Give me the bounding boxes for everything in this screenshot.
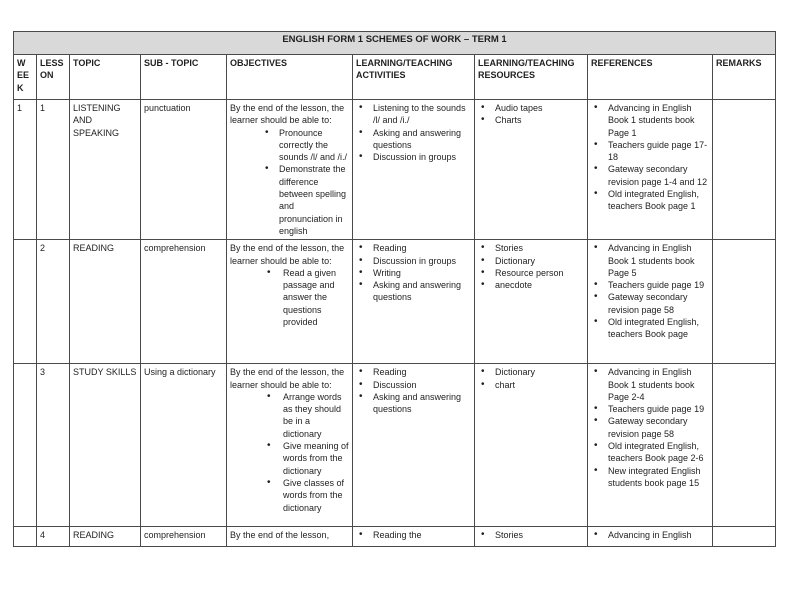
table-row xyxy=(14,527,776,547)
week-cell: 1 xyxy=(14,100,37,240)
list-item: • Gateway secondary revision page 1-4 and 12 xyxy=(591,163,709,188)
list-item: • Give meaning of words from the dictionary xyxy=(267,440,349,477)
list-item: • Advancing in English Book 1 students book Page 5 xyxy=(591,242,709,279)
objectives-intro: By the end of the lesson, the learner should be able to: xyxy=(230,367,345,390)
objectives-cell xyxy=(227,364,353,527)
references-list xyxy=(591,102,709,213)
header-week: W EE K xyxy=(14,55,37,100)
topic-cell: READING xyxy=(70,240,141,364)
header-activities: LEARNING/TEACHING ACTIVITIES xyxy=(353,55,475,100)
list-item: • Reading xyxy=(356,242,471,254)
list-item: • Advancing in English Book 1 students book Page 1 xyxy=(591,102,709,139)
list-item: • Advancing in English xyxy=(591,529,709,541)
resources-list xyxy=(478,529,584,543)
resources-list xyxy=(478,366,584,391)
activities-cell xyxy=(353,527,475,547)
resources-cell xyxy=(475,364,588,527)
list-item: • Asking and answering questions xyxy=(356,127,471,152)
objectives-cell xyxy=(227,100,353,240)
resources-cell xyxy=(475,240,588,364)
header-resources: LEARNING/TEACHING RESOURCES xyxy=(475,55,588,100)
list-item: • Teachers guide page 19 xyxy=(591,403,709,415)
list-item: • chart xyxy=(478,379,584,391)
list-item: • Old integrated English, teachers Book page 2-6 xyxy=(591,440,709,465)
resources-cell xyxy=(475,100,588,240)
list-item: • Arrange words as they should be in a dictionary xyxy=(267,391,349,440)
references-cell xyxy=(588,100,713,240)
list-item: • Give classes of words from the dictionary xyxy=(267,477,349,514)
list-item: • Teachers guide page 19 xyxy=(591,279,709,291)
list-item: • Dictionary xyxy=(478,366,584,378)
topic-cell: LISTENING AND SPEAKING xyxy=(70,100,141,240)
resources-cell xyxy=(475,527,588,547)
list-item: • Stories xyxy=(478,529,584,541)
list-item: • Gateway secondary revision page 58 xyxy=(591,291,709,316)
remarks-cell xyxy=(713,364,776,527)
list-item: • Dictionary xyxy=(478,255,584,267)
list-item: • Pronounce correctly the sounds /l/ and /i./ xyxy=(265,127,349,164)
list-item: • New integrated English students book page 15 xyxy=(591,465,709,490)
topic-cell: READING xyxy=(70,527,141,547)
topic-cell: STUDY SKILLS xyxy=(70,364,141,527)
lesson-cell: 4 xyxy=(37,527,70,547)
table-title: ENGLISH FORM 1 SCHEMES OF WORK – TERM 1 xyxy=(14,32,776,55)
subtopic-cell: Using a dictionary xyxy=(141,364,227,527)
header-topic: TOPIC xyxy=(70,55,141,100)
lesson-cell: 2 xyxy=(37,240,70,364)
objectives-intro: By the end of the lesson, xyxy=(230,530,330,541)
activities-cell xyxy=(353,364,475,527)
list-item: • Old integrated English, teachers Book page 1 xyxy=(591,188,709,213)
list-item: • Read a given passage and answer the questions provided xyxy=(267,267,349,328)
list-item: • Reading xyxy=(356,366,471,378)
subtopic-cell: comprehension xyxy=(141,240,227,364)
week-cell xyxy=(14,240,37,364)
subtopic-cell: comprehension xyxy=(141,527,227,547)
week-cell xyxy=(14,364,37,527)
references-list xyxy=(591,529,709,543)
header-row xyxy=(14,55,776,100)
resources-list xyxy=(478,242,584,291)
header-subtopic: SUB - TOPIC xyxy=(141,55,227,100)
list-item: • Advancing in English Book 1 students book Page 2-4 xyxy=(591,366,709,403)
lesson-cell: 3 xyxy=(37,364,70,527)
subtopic-cell: punctuation xyxy=(141,100,227,240)
list-item: • Listening to the sounds /l/ and /i./ xyxy=(356,102,471,127)
activities-cell xyxy=(353,100,475,240)
list-item: • Old integrated English, teachers Book page xyxy=(591,316,709,341)
table-row xyxy=(14,240,776,364)
objectives-list xyxy=(267,267,349,328)
activities-list xyxy=(356,242,471,303)
references-list xyxy=(591,366,709,489)
list-item: • Reading the xyxy=(356,529,471,541)
header-remarks: REMARKS xyxy=(713,55,776,100)
objectives-intro: By the end of the lesson, the learner should be able to: xyxy=(230,243,345,266)
resources-list xyxy=(478,102,584,127)
scheme-of-work-table xyxy=(13,31,776,547)
header-references: REFERENCES xyxy=(588,55,713,100)
list-item: • Gateway secondary revision page 58 xyxy=(591,415,709,440)
references-cell xyxy=(588,240,713,364)
week-cell xyxy=(14,527,37,547)
list-item: • Resource person xyxy=(478,267,584,279)
list-item: • Charts xyxy=(478,114,584,126)
objectives-cell xyxy=(227,527,353,547)
remarks-cell xyxy=(713,527,776,547)
header-objectives: OBJECTIVES xyxy=(227,55,353,100)
objectives-intro: By the end of the lesson, the learner should be able to: xyxy=(230,103,345,126)
activities-list xyxy=(356,366,471,415)
list-item: • Discussion in groups xyxy=(356,151,471,163)
objectives-cell xyxy=(227,240,353,364)
list-item: • Audio tapes xyxy=(478,102,584,114)
header-lesson: LESS ON xyxy=(37,55,70,100)
list-item: • Stories xyxy=(478,242,584,254)
table-row xyxy=(14,364,776,527)
objectives-list xyxy=(265,127,349,238)
list-item: • Teachers guide page 17-18 xyxy=(591,139,709,164)
list-item: • Asking and answering questions xyxy=(356,279,471,304)
remarks-cell xyxy=(713,240,776,364)
lesson-cell: 1 xyxy=(37,100,70,240)
activities-list xyxy=(356,529,471,543)
references-cell xyxy=(588,527,713,547)
list-item: • Demonstrate the difference between spelling and pronunciation in english xyxy=(265,163,349,237)
references-cell xyxy=(588,364,713,527)
list-item: • Discussion in groups xyxy=(356,255,471,267)
references-list xyxy=(591,242,709,340)
list-item: • Discussion xyxy=(356,379,471,391)
list-item: • Writing xyxy=(356,267,471,279)
objectives-list xyxy=(267,391,349,514)
activities-cell xyxy=(353,240,475,364)
list-item: • Asking and answering questions xyxy=(356,391,471,416)
activities-list xyxy=(356,102,471,163)
list-item: • anecdote xyxy=(478,279,584,291)
remarks-cell xyxy=(713,100,776,240)
table-row xyxy=(14,100,776,240)
